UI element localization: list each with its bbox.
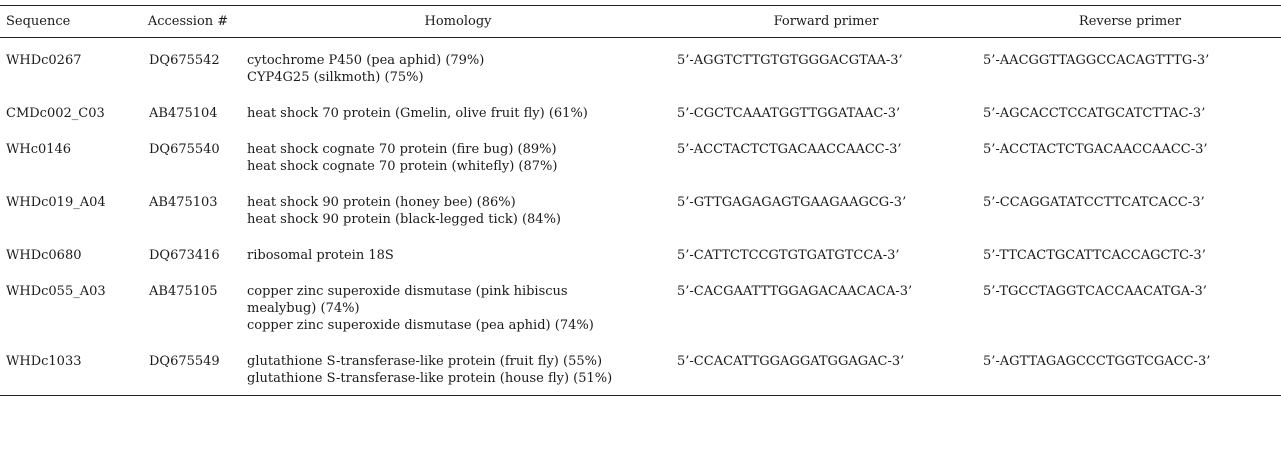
homology-line: copper zinc superoxide dismutase (pink hibiscus [247,284,568,299]
cell-sequence: WHDc0680 [6,248,82,263]
table-row [0,141,1281,194]
homology-line: ribosomal protein 18S [247,248,394,263]
table-header [0,6,1281,38]
table-body [0,38,1281,396]
cell-homology [243,194,673,247]
cell-homology [243,247,673,283]
homology-line: mealybug) (74%) [247,301,360,316]
table-row [0,105,1281,141]
header-reverse-primer: Reverse primer [979,6,1281,38]
cell-sequence: WHDc0267 [6,53,82,68]
cell-forward-primer: 5’-CACGAATTTGGAGACAACACA-3’ [677,284,913,299]
cell-reverse-primer: 5’-TGCCTAGGTCACCAACATGA-3’ [983,284,1207,299]
homology-line: heat shock cognate 70 protein (fire bug) (89%) [247,142,557,157]
cell-reverse-primer: 5’-AACGGTTAGGCCACAGTTTG-3’ [983,53,1210,68]
homology-line: heat shock 70 protein (Gmelin, olive fruit fly) (61%) [247,106,588,121]
cell-sequence: WHDc1033 [0,353,133,396]
cell-sequence: WHc0146 [6,142,72,157]
homology-line: heat shock cognate 70 protein (whitefly) (87%) [247,159,558,174]
header-accession: Accession # [133,6,243,38]
cell-reverse-primer: 5’-AGCACCTCCATGCATCTTAC-3’ [983,106,1206,121]
table-row [0,283,1281,353]
table-row [0,194,1281,247]
header-homology: Homology [243,6,673,38]
table-row [0,38,1281,106]
table-row [0,353,1281,396]
homology-line: glutathione S-transferase-like protein (house fly) (51%) [247,371,613,386]
cell-homology [243,353,673,396]
homology-line: copper zinc superoxide dismutase (pea aphid) (74%) [247,318,594,333]
header-row [0,6,1281,38]
cell-homology [243,38,673,106]
cell-accession: AB475104 [149,106,218,121]
homology-line: cytochrome P450 (pea aphid) (79%) [247,53,485,68]
cell-reverse-primer: 5’-CCAGGATATCCTTCATCACC-3’ [983,195,1205,210]
cell-homology [243,105,673,141]
cell-forward-primer: 5’-AGGTCTTGTGTGGGACGTAA-3’ [677,53,903,68]
cell-accession: DQ673416 [149,248,220,263]
cell-sequence: CMDc002_C03 [6,106,105,121]
cell-forward-primer: 5’-CATTCTCCGTGTGATGTCCA-3’ [677,248,900,263]
cell-forward-primer: 5’-GTTGAGAGAGTGAAGAAGCG-3’ [677,195,907,210]
cell-reverse-primer: 5’-TTCACTGCATTCACCAGCTC-3’ [983,248,1206,263]
cell-accession: AB475105 [149,284,218,299]
homology-line: heat shock 90 protein (honey bee) (86%) [247,195,516,210]
cell-reverse-primer: 5’-AGTTAGAGCCCTGGTCGACC-3’ [979,353,1281,396]
cell-homology [243,141,673,194]
cell-forward-primer: 5’-CCACATTGGAGGATGGAGAC-3’ [673,353,979,396]
cell-reverse-primer: 5’-ACCTACTCTGACAACCAACC-3’ [983,142,1208,157]
cell-forward-primer: 5’-ACCTACTCTGACAACCAACC-3’ [677,142,902,157]
cell-sequence: WHDc055_A03 [6,284,106,299]
header-forward-primer: Forward primer [673,6,979,38]
cell-homology [243,283,673,353]
cell-accession: DQ675549 [133,353,243,396]
cell-accession: DQ675542 [149,53,220,68]
homology-line: glutathione S-transferase-like protein (fruit fly) (55%) [247,354,603,369]
cell-accession: DQ675540 [149,142,220,157]
primer-table [0,5,1281,396]
table-row [0,247,1281,283]
header-sequence: Sequence [0,6,133,38]
homology-line: CYP4G25 (silkmoth) (75%) [247,70,424,85]
cell-accession: AB475103 [149,195,218,210]
homology-line: heat shock 90 protein (black-legged tick) (84%) [247,212,561,227]
cell-forward-primer: 5’-CGCTCAAATGGTTGGATAAC-3’ [677,106,901,121]
cell-sequence: WHDc019_A04 [6,195,106,210]
